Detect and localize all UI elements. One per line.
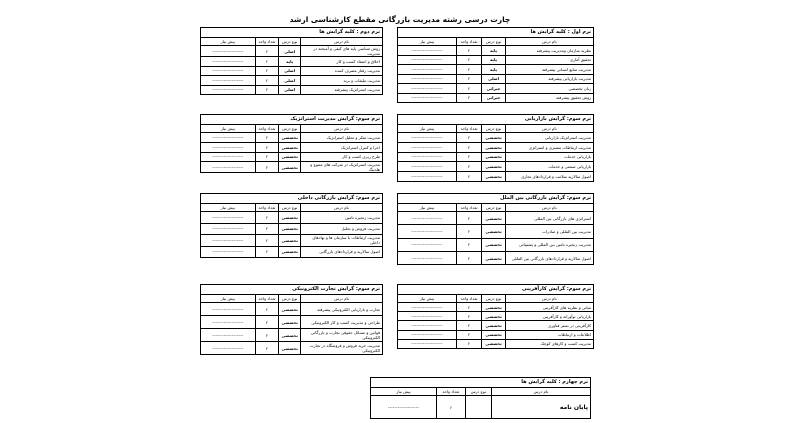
cell-unit: ۲	[456, 212, 481, 225]
cell-unit: ۲	[255, 235, 279, 247]
cell-unit: ۲	[255, 133, 279, 143]
cell-unit: ۲	[255, 246, 279, 258]
cell-unit: ۲	[456, 172, 481, 182]
column-header-type: نوع درس	[279, 125, 301, 133]
cell-name: مدیریت بازاریابی پیشرفته	[505, 74, 593, 84]
cell-type: جبرانی	[482, 93, 506, 103]
column-header-type: نوع درس	[482, 295, 506, 303]
cell-name: مدیریت ارتباطات با سازمان ها و نهادهای داخلی	[301, 235, 383, 247]
column-header-unit: تعداد واحد	[456, 125, 481, 133]
cell-pre: -------------------	[398, 162, 457, 172]
table-row	[201, 66, 383, 76]
cell-type: تخصصی	[279, 303, 301, 316]
table-row	[398, 84, 594, 94]
table-row	[398, 330, 594, 339]
cell-type	[465, 396, 491, 419]
cell-type: اصلی	[279, 76, 301, 86]
column-header-pre: پیش نیاز	[398, 38, 457, 46]
cell-type: تخصصی	[482, 238, 506, 251]
table-row	[201, 162, 383, 173]
cell-pre: -------------------	[201, 46, 256, 57]
cell-unit: ۲	[456, 339, 481, 348]
cell-name: طرح ریزی کسب و کار	[301, 152, 383, 162]
cell-type: اصلی	[482, 74, 506, 84]
cell-unit: ۲	[255, 342, 279, 355]
table-row	[201, 85, 383, 95]
cell-pre: -------------------	[201, 162, 256, 173]
cell-name: اصول سالاریه و قراردادهای بازرگانی بین المللی	[505, 251, 593, 264]
cell-name: اصول سالاریه سلامت و قراردادهای تجاری	[505, 172, 593, 182]
table-row	[398, 303, 594, 312]
table-row	[201, 303, 383, 316]
cell-name: مدیریت ارتباطات مشتری و استراتژی	[505, 142, 593, 152]
table-row	[371, 396, 591, 419]
cell-name: مدیریت زنجیره تامین	[301, 212, 383, 224]
column-header-pre: پیش نیاز	[398, 204, 457, 212]
column-header-pre: پیش نیاز	[201, 295, 256, 303]
column-header-type: نوع درس	[482, 38, 506, 46]
cell-type: تخصصی	[279, 329, 301, 342]
cell-unit: ۲	[456, 225, 481, 238]
column-header-type: نوع درس	[482, 125, 506, 133]
cell-unit: ۲	[255, 223, 279, 235]
cell-unit: ۲	[456, 65, 481, 75]
cell-unit: ۲	[255, 162, 279, 173]
cell-name: مدیریت تبلیغات و برند	[301, 76, 383, 86]
table-row	[201, 212, 383, 224]
table-row	[201, 223, 383, 235]
cell-pre: -------------------	[201, 235, 256, 247]
table-row	[201, 342, 383, 355]
table-row	[398, 312, 594, 321]
cell-pre: -------------------	[398, 212, 457, 225]
cell-unit: ۲	[456, 312, 481, 321]
cell-name: قوانین و مسائل حقوقی تجارت و بازرگانی الکترونیکی	[301, 329, 383, 342]
cell-pre: -------------------	[201, 57, 256, 67]
cell-type: تخصصی	[279, 152, 301, 162]
course-table-t4	[200, 114, 383, 173]
table-row	[398, 172, 594, 182]
cell-unit: ۲	[456, 330, 481, 339]
cell-name: مدیریت استراتژیک در شرکت های متنوع و هلدینگ	[301, 162, 383, 173]
table-caption: ترم اول : کلیه گرایش ها	[398, 28, 594, 38]
table-row	[398, 212, 594, 225]
table-row	[398, 238, 594, 251]
column-header-type: نوع درس	[279, 204, 301, 212]
course-table-t7	[397, 284, 594, 349]
table-row	[201, 329, 383, 342]
cell-unit: ۲	[456, 162, 481, 172]
cell-pre: -------------------	[201, 66, 256, 76]
column-header-name: نام درس	[492, 388, 591, 396]
table-row	[398, 133, 594, 143]
cell-pre: -------------------	[398, 74, 457, 84]
cell-type: تخصصی	[279, 342, 301, 355]
column-header-name: نام درس	[301, 204, 383, 212]
cell-type: تخصصی	[482, 330, 506, 339]
table-row	[398, 93, 594, 103]
cell-unit: ۲	[456, 238, 481, 251]
cell-unit: ۲	[456, 152, 481, 162]
table-row	[398, 321, 594, 330]
column-header-unit: تعداد واحد	[255, 125, 279, 133]
cell-type: تخصصی	[279, 316, 301, 329]
cell-type: تخصصی	[482, 142, 506, 152]
cell-unit: ۲	[255, 329, 279, 342]
cell-type: پایه	[482, 55, 506, 65]
cell-type: پایه	[279, 57, 301, 67]
table-caption: ترم سوم: گرایش بازاریابی	[398, 115, 594, 125]
cell-name: اصول سالاریه و قراردادهای بازرگانی	[301, 246, 383, 258]
cell-unit: ۲	[255, 85, 279, 95]
cell-type: تخصصی	[482, 339, 506, 348]
column-header-unit: تعداد واحد	[456, 38, 481, 46]
cell-unit: ۲	[255, 76, 279, 86]
column-header-name: نام درس	[505, 38, 593, 46]
cell-pre: -------------------	[398, 339, 457, 348]
cell-pre: -------------------	[398, 142, 457, 152]
cell-unit: ۲	[255, 303, 279, 316]
cell-name: مدیریت زنجیره تامین بین المللی و پشتیبانی	[505, 238, 593, 251]
cell-name: بازاریابی صنعتی و خدمات	[505, 162, 593, 172]
column-header-unit: تعداد واحد	[456, 204, 481, 212]
table-caption: ترم چهارم : کلیه گرایش ها	[371, 378, 591, 388]
cell-unit: ۲	[456, 251, 481, 264]
table-caption: ترم سوم: گرایش بازرگانی داخلی	[201, 194, 383, 204]
table-row	[398, 251, 594, 264]
cell-name: مدیریت بین المللی و صادرات	[505, 225, 593, 238]
cell-unit: ۲	[255, 142, 279, 152]
table-row	[201, 235, 383, 247]
cell-name: اخلاق و اعتقاد کسب و کار	[301, 57, 383, 67]
table-row	[398, 152, 594, 162]
cell-name: مدیریت استراتژیک بازاریابی	[505, 133, 593, 143]
cell-pre: -------------------	[398, 133, 457, 143]
column-header-unit: تعداد واحد	[255, 295, 279, 303]
column-header-pre: پیش نیاز	[371, 388, 437, 396]
cell-type: تخصصی	[279, 162, 301, 173]
column-header-type: نوع درس	[279, 295, 301, 303]
column-header-type: نوع درس	[465, 388, 491, 396]
column-header-name: نام درس	[301, 38, 383, 46]
cell-pre: -------------------	[201, 133, 256, 143]
cell-pre: -------------------	[398, 225, 457, 238]
cell-type: تخصصی	[279, 142, 301, 152]
column-header-pre: پیش نیاز	[201, 38, 256, 46]
course-table-t6	[200, 193, 383, 258]
cell-unit: ۲	[456, 74, 481, 84]
cell-name: بازاریابی نوآورانه و کارآفرینی	[505, 312, 593, 321]
cell-type: تخصصی	[482, 321, 506, 330]
table-row	[398, 142, 594, 152]
cell-unit: ۲	[255, 57, 279, 67]
cell-pre: -------------------	[201, 246, 256, 258]
cell-name: مدیریت منابع انسانی پیشرفته	[505, 65, 593, 75]
cell-pre: -------------------	[201, 152, 256, 162]
table-row	[201, 246, 383, 258]
course-table-t3	[397, 114, 594, 182]
cell-type: اصلی	[279, 85, 301, 95]
cell-pre: -------------------	[201, 85, 256, 95]
table-row	[398, 162, 594, 172]
cell-pre: -------------------	[398, 152, 457, 162]
cell-unit: ۲	[456, 303, 481, 312]
cell-pre: -------------------	[398, 303, 457, 312]
column-header-pre: پیش نیاز	[398, 295, 457, 303]
table-row	[201, 152, 383, 162]
cell-unit: ۲	[456, 84, 481, 94]
cell-unit: ۲	[255, 212, 279, 224]
cell-pre: -------------------	[398, 321, 457, 330]
cell-name: مدیریت رفتار مصرف کننده	[301, 66, 383, 76]
cell-pre: -------------------	[398, 93, 457, 103]
table-row	[398, 46, 594, 56]
cell-name: پایان نامه	[492, 396, 591, 419]
cell-type: تخصصی	[279, 223, 301, 235]
cell-name: نظریه سازمان ومدیریت پیشرفته	[505, 46, 593, 56]
cell-unit: ۶	[437, 396, 466, 419]
cell-pre: -------------------	[398, 330, 457, 339]
cell-name: کارآفرینی در بستر فناوری	[505, 321, 593, 330]
cell-pre: -------------------	[201, 223, 256, 235]
table-caption: ترم دوم : کلیه گرایش ها	[201, 28, 383, 38]
cell-type: تخصصی	[482, 303, 506, 312]
table-row	[201, 57, 383, 67]
cell-name: بازاریابی خدمات	[505, 152, 593, 162]
cell-type: پایه	[482, 46, 506, 56]
column-header-name: نام درس	[505, 125, 593, 133]
cell-pre: -------------------	[398, 238, 457, 251]
cell-unit: ۲	[255, 316, 279, 329]
cell-type: جبرانی	[482, 84, 506, 94]
cell-pre: -------------------	[371, 396, 437, 419]
column-header-unit: تعداد واحد	[456, 295, 481, 303]
cell-unit: ۲	[456, 321, 481, 330]
cell-pre: -------------------	[201, 212, 256, 224]
table-caption: ترم سوم: گرایش مدیریت استراتژیک	[201, 115, 383, 125]
cell-type: تخصصی	[482, 133, 506, 143]
table-row	[201, 133, 383, 143]
cell-pre: -------------------	[398, 172, 457, 182]
cell-name: روش تحقیق پیشرفته	[505, 93, 593, 103]
cell-type: تخصصی	[482, 251, 506, 264]
cell-name: مبانی و نظریه های کارآفرینی	[505, 303, 593, 312]
column-header-name: نام درس	[301, 125, 383, 133]
cell-name: تجارت و بازاریابی الکترونیکی پیشرفته	[301, 303, 383, 316]
table-row	[201, 76, 383, 86]
cell-type: تخصصی	[279, 246, 301, 258]
cell-name: استراتژی های بازرگانی بین المللی	[505, 212, 593, 225]
column-header-unit: تعداد واحد	[255, 204, 279, 212]
course-table-t5	[397, 193, 594, 265]
cell-pre: -------------------	[201, 342, 256, 355]
cell-unit: ۲	[456, 133, 481, 143]
cell-type: تخصصی	[482, 225, 506, 238]
cell-unit: ۲	[255, 66, 279, 76]
page-title: چارت درسی رشته مدیریت بازرگانی مقطع کارشناسی ارشد	[289, 15, 511, 24]
table-caption: ترم سوم: گرایش تجارت الکترونیکی	[201, 285, 383, 295]
cell-name: تحقیق آماری	[505, 55, 593, 65]
cell-pre: -------------------	[398, 84, 457, 94]
cell-type: تخصصی	[482, 312, 506, 321]
table-row	[398, 55, 594, 65]
column-header-name: نام درس	[505, 204, 593, 212]
cell-type: تخصصی	[279, 133, 301, 143]
cell-name: مدیریت تفکر و تحلیل استراتژیک	[301, 133, 383, 143]
cell-pre: -------------------	[201, 142, 256, 152]
cell-pre: -------------------	[398, 55, 457, 65]
cell-pre: -------------------	[398, 312, 457, 321]
cell-unit: ۲	[456, 46, 481, 56]
table-caption: ترم سوم: گرایش کارآفرینی	[398, 285, 594, 295]
column-header-type: نوع درس	[482, 204, 506, 212]
cell-unit: ۲	[456, 55, 481, 65]
cell-unit: ۲	[456, 142, 481, 152]
cell-name: مدیریت استراتژیک پیشرفته	[301, 85, 383, 95]
column-header-pre: پیش نیاز	[398, 125, 457, 133]
table-row	[398, 65, 594, 75]
cell-pre: -------------------	[398, 251, 457, 264]
cell-unit: ۲	[456, 93, 481, 103]
table-row	[398, 339, 594, 348]
cell-pre: -------------------	[201, 76, 256, 86]
table-row	[398, 225, 594, 238]
cell-name: طراحی و مدیریت کسب و کار الکترونیکی	[301, 316, 383, 329]
course-table-t8	[200, 284, 383, 355]
cell-pre: -------------------	[201, 329, 256, 342]
cell-type: تخصصی	[482, 162, 506, 172]
cell-type: تخصصی	[482, 212, 506, 225]
table-row	[201, 316, 383, 329]
column-header-pre: پیش نیاز	[201, 204, 256, 212]
table-row	[201, 142, 383, 152]
cell-type: تخصصی	[482, 152, 506, 162]
column-header-name: نام درس	[301, 295, 383, 303]
cell-type: تخصصی	[279, 212, 301, 224]
column-header-unit: تعداد واحد	[255, 38, 279, 46]
course-table-t9	[370, 377, 591, 419]
cell-pre: -------------------	[201, 316, 256, 329]
table-row	[201, 46, 383, 57]
cell-name: اطلاعات و ارتباطات	[505, 330, 593, 339]
cell-name: زبان تخصصی	[505, 84, 593, 94]
course-table-t1	[397, 27, 594, 103]
cell-type: اصلی	[279, 46, 301, 57]
cell-pre: -------------------	[201, 303, 256, 316]
table-row	[398, 74, 594, 84]
cell-name: روش شناسی پایه های کیفی و آمیخته در مدیریت	[301, 46, 383, 57]
cell-unit: ۲	[255, 46, 279, 57]
cell-pre: -------------------	[398, 46, 457, 56]
cell-name: اجرا و کنترل استراتژیک	[301, 142, 383, 152]
column-header-name: نام درس	[505, 295, 593, 303]
cell-type: اصلی	[279, 66, 301, 76]
cell-type: تخصصی	[279, 235, 301, 247]
column-header-pre: پیش نیاز	[201, 125, 256, 133]
cell-name: مدیریت کسب و کارهای کوچک	[505, 339, 593, 348]
column-header-unit: تعداد واحد	[437, 388, 466, 396]
cell-unit: ۲	[255, 152, 279, 162]
table-caption: ترم سوم: گرایش بازرگانی بین الملل	[398, 194, 594, 204]
course-table-t2	[200, 27, 383, 95]
cell-type: تخصصی	[482, 172, 506, 182]
cell-type: پایه	[482, 65, 506, 75]
cell-pre: -------------------	[398, 65, 457, 75]
cell-name: مدیریت فروش و تحلیل	[301, 223, 383, 235]
column-header-type: نوع درس	[279, 38, 301, 46]
cell-name: مدیریت خرید فروش و فروشگاه در تجارت الکترونیکی	[301, 342, 383, 355]
